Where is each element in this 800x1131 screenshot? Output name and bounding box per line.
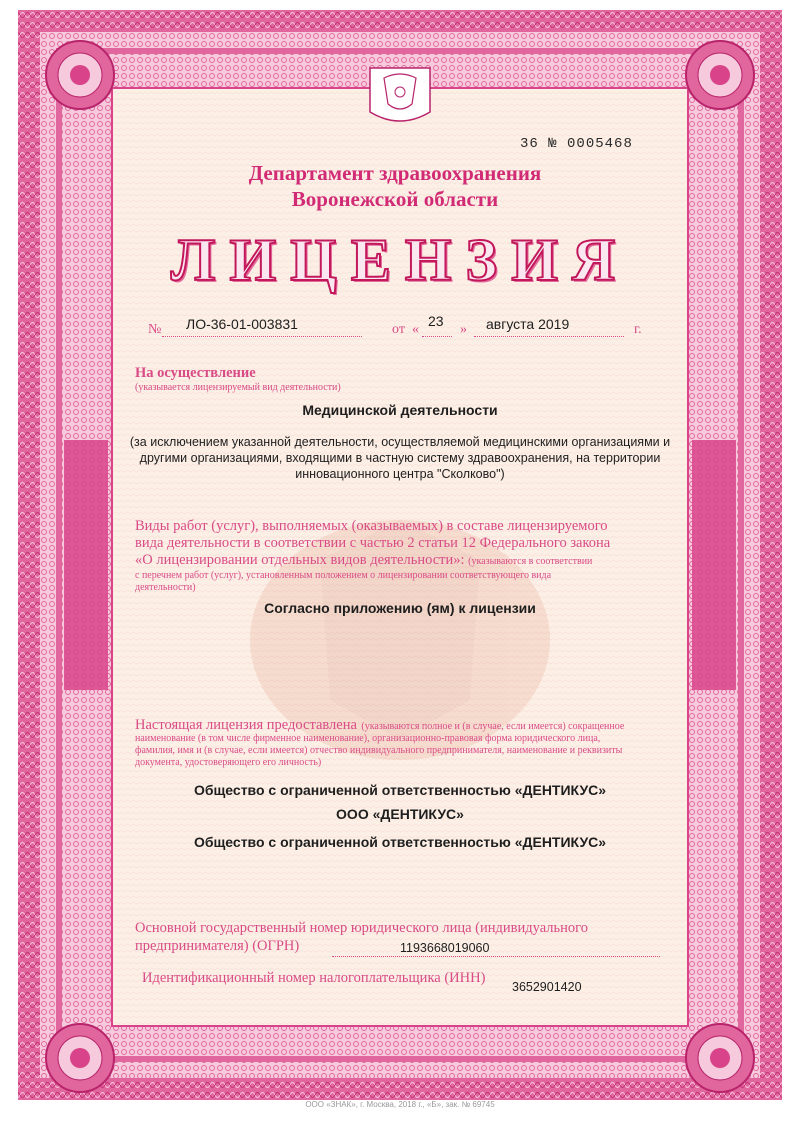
licensee-hint-4: документа, удостоверяющего его личность) [135, 757, 322, 768]
activity-label: На осуществление [135, 365, 256, 381]
activity-name: Медицинской деятельности [302, 402, 498, 418]
from-label: от [392, 322, 405, 337]
issuer-title [150, 160, 640, 212]
licensee-label-line [135, 716, 665, 734]
license-number: ЛО-36-01-003831 [186, 316, 298, 332]
licensee-hint-1: (указываются полное и (в случае, если имеется) сокращенное [361, 721, 625, 732]
serial-number [520, 136, 720, 152]
works-line-2: вида деятельности в соответствии с частью 2 статьи 12 Федерального закона [135, 535, 611, 551]
license-month-year: августа 2019 [486, 316, 570, 332]
serial-series: 36 [520, 136, 539, 152]
works-line-3-main: «О лицензировании отдельных видов деятельности»: [135, 552, 465, 568]
licensee-label: Настоящая лицензия предоставлена [135, 717, 357, 733]
licensee-hint-2: наименование (в том числе фирменное наименование), организационно-правовая форма юридического лица, [135, 733, 601, 744]
inn-label: Идентификационный номер налогоплательщика (ИНН) [142, 970, 486, 986]
inn-value: 3652901420 [512, 980, 582, 994]
licensee-trade-name: Общество с ограниченной ответственностью «ДЕНТИКУС» [193, 834, 607, 850]
ogrn-label-2: предпринимателя) (ОГРН) [135, 938, 300, 954]
quote-open: « [412, 322, 419, 337]
ogrn-value: 1193668019060 [400, 941, 490, 955]
license-title: ЛИЦЕНЗИЯ [170, 227, 630, 293]
serial-sign: № [548, 136, 558, 152]
printer-footer: ООО «ЗНАК», г. Москва, 2018 г., «Б», зак. № 69745 [305, 1100, 495, 1109]
activity-clarification: (за исключением указанной деятельности, осуществляемой медицинскими организациями и другими организациями, входящими в частную систему здравоохранения, на территории инновационного центра "Сколково") [129, 435, 671, 481]
corner-rosette-icon [46, 41, 114, 109]
year-suffix: г. [634, 322, 642, 337]
works-line-3-hint: (указываются в соответствии [468, 556, 593, 567]
serial-value: 0005468 [567, 136, 633, 152]
ogrn-label-1: Основной государственный номер юридического лица (индивидуального [135, 920, 588, 936]
issuer-line-1: Департамент здравоохранения [248, 161, 542, 185]
quote-close: » [460, 322, 467, 337]
licensee-short-name: ООО «ДЕНТИКУС» [336, 806, 464, 822]
works-line-3 [135, 552, 592, 570]
activity-hint: (указывается лицензируемый вид деятельности) [135, 382, 341, 393]
works-line-1: Виды работ (услуг), выполняемых (оказываемых) в составе лицензируемого [135, 518, 608, 534]
works-line-4: с перечнем работ (услуг), установленным положением о лицензировании соответствующего вида [135, 570, 552, 581]
emblem-icon [370, 68, 430, 121]
number-label: № [148, 322, 162, 337]
license-day: 23 [428, 313, 444, 329]
works-line-5: деятельности) [135, 582, 196, 593]
licensee-full-name: Общество с ограниченной ответственностью «ДЕНТИКУС» [193, 782, 607, 798]
issuer-line-2: Воронежской области [291, 187, 499, 211]
licensee-hint-3: фамилия, имя и (в случае, если имеется) отчество индивидуального предпринимателя, наименование и реквизиты [135, 745, 623, 756]
works-value: Согласно приложению (ям) к лицензии [264, 600, 536, 616]
